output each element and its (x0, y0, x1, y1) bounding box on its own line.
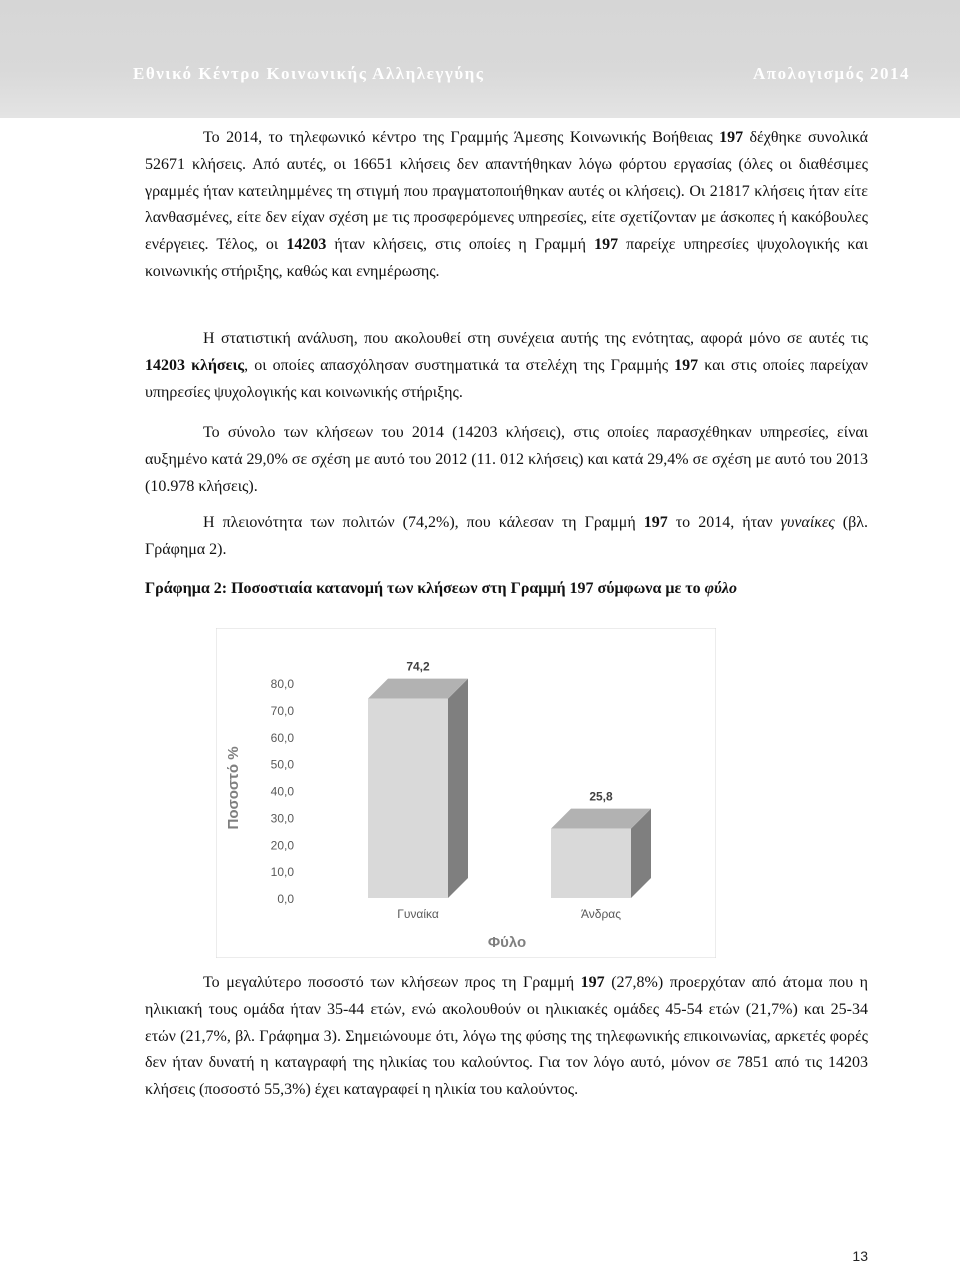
y-tick-label: 0,0 (277, 892, 294, 906)
bar-value-label: 25,8 (589, 789, 613, 804)
gender-bar-chart (216, 628, 716, 958)
y-tick-label: 80,0 (270, 677, 294, 691)
x-category-label: Άνδρας (580, 907, 622, 921)
header-organization-title: Εθνικό Κέντρο Κοινωνικής Αλληλεγγύης (133, 64, 485, 83)
y-tick-label: 30,0 (270, 811, 294, 826)
header-report-title: Απολογισμός 2014 (753, 64, 910, 83)
figure-caption: Γράφημα 2: Ποσοστιαία κατανομή των κλήσεων στη Γραμμή 197 σύμφωνα με το φύλο (145, 580, 737, 597)
bar (551, 829, 631, 898)
y-tick-label: 60,0 (270, 730, 294, 745)
paragraph-5: Το μεγαλύτερο ποσοστό των κλήσεων προς τη Γραμμή 197 (27,8%) προερχόταν από άτομα που η ηλικιακή τους ομάδα ήταν 35-44 ετών, ενώ ακολουθούν οι ηλικιακές ομάδες 45-54 ετών (21,7%) και 25-34 ετών (21,7%, βλ. Γράφημα 3). Σημειώνουμε ότι, λόγω της φύσης της τηλεφωνικής επικοινωνίας, αρκετές φορές δεν ήταν δυνατή η καταγραφή της ηλικίας του καλούντος. Για τον λόγο αυτό, μόνον σε 7851 από τις 14203 κλήσεις (ποσοστό 55,3%) έχει καταγραφεί η ηλικία του καλούντος. (145, 974, 868, 1099)
y-tick-label: 50,0 (270, 757, 294, 772)
paragraph-3: Το σύνολο των κλήσεων του 2014 (14203 κλήσεις), στις οποίες παρασχέθηκαν υπηρεσίες, είναι αυξημένο κατά 29,0% σε σχέση με αυτό του 2012 (11. 012 κλήσεις) και κατά 29,4% σε σχέση με αυτό του 2013 (10.978 κλήσεις). (145, 424, 868, 495)
bar-value-label: 74,2 (406, 659, 430, 674)
x-axis-title: Φύλο (487, 934, 527, 951)
page-header (0, 0, 960, 118)
paragraph-1: Το 2014, το τηλεφωνικό κέντρο της Γραμμής Άμεσης Κοινωνικής Βοήθειας 197 δέχθηκε συνολικά 52671 κλήσεις. Από αυτές, οι 16651 κλήσεις δεν απαντήθηκαν λόγω φόρτου εργασίας (όλες οι διαθέσιμες γραμμές ήταν κατειλημμένες τη στιγμή που πραγματοποιήθηκαν αυτές οι κλήσεις). Οι 21817 κλήσεις ήταν είτε λανθασμένες, είτε δεν είχαν σχέση με τις προσφερόμενες υπηρεσίες, είτε σχετίζονταν με άσκοπες ή κακόβουλες ενέργειες. Τέλος, οι 14203 ήταν κλήσεις, στις οποίες η Γραμμή 197 παρείχε υπηρεσίες ψυχολογικής και κοινωνικής στήριξης, καθώς και ενημέρωσης. (145, 129, 868, 280)
bar-side-face (448, 679, 468, 898)
y-tick-label: 20,0 (270, 838, 294, 853)
y-tick-label: 40,0 (270, 784, 294, 799)
page-number: 13 (852, 1248, 868, 1264)
bar (368, 699, 448, 898)
x-category-label: Γυναίκα (397, 907, 439, 921)
y-tick-label: 70,0 (270, 703, 294, 718)
y-axis-title: Ποσοστό % (225, 746, 242, 830)
paragraph-2: Η στατιστική ανάλυση, που ακολουθεί στη συνέχεια αυτής της ενότητας, αφορά μόνο σε αυτές τις 14203 κλήσεις, οι οποίες απασχόλησαν συστηματικά τα στελέχη της Γραμμής 197 και στις οποίες παρείχαν υπηρεσίες ψυχολογικής και κοινωνικής στήριξης. (145, 330, 869, 401)
paragraph-4: Η πλειονότητα των πολιτών (74,2%), που κάλεσαν τη Γραμμή 197 το 2014, ήταν γυναίκες (βλ. Γράφημα 2). (145, 514, 868, 558)
y-tick-label: 10,0 (270, 865, 294, 880)
